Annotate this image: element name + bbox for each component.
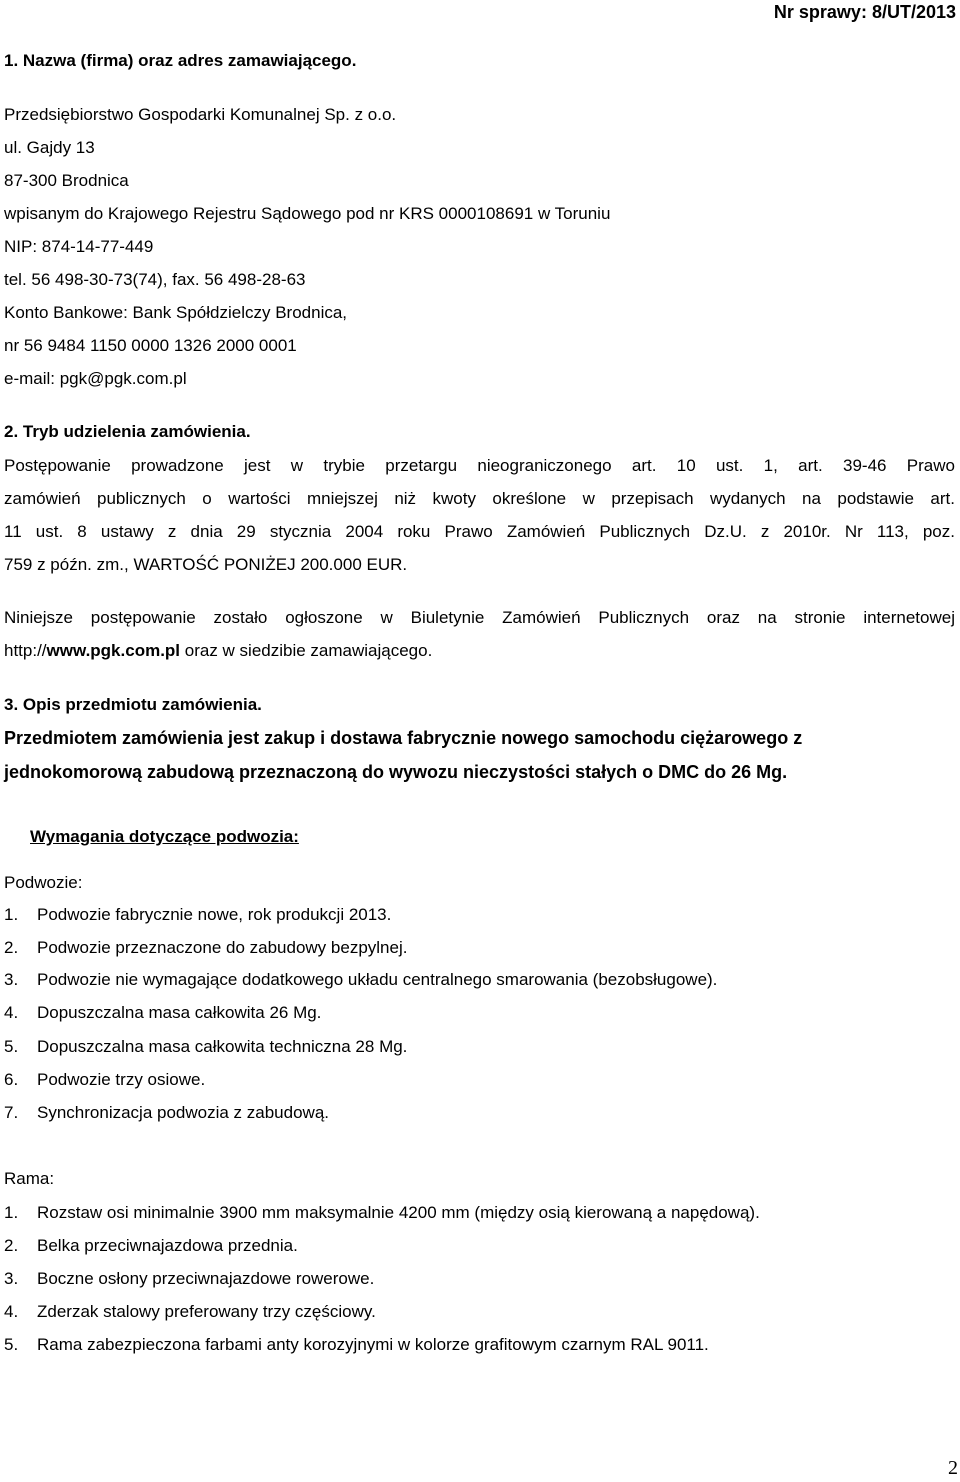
email-line: e-mail: pgk@pgk.com.pl [4, 369, 187, 388]
registry-info: wpisanym do Krajowego Rejestru Sądowego pod nr KRS 0000108691 w Toruniu [4, 204, 611, 223]
section-2-heading: 2. Tryb udzielenia zamówienia. [4, 422, 251, 441]
chassis-item: 5. Dopuszczalna masa całkowita techniczna 28 Mg. [4, 1037, 408, 1056]
chassis-item: 1. Podwozie fabrycznie nowe, rok produkcji 2013. [4, 905, 392, 924]
tax-id: NIP: 874-14-77-449 [4, 237, 154, 256]
street-address: ul. Gajdy 13 [4, 138, 95, 157]
frame-item: 5. Rama zabezpieczona farbami anty korozyjnymi w kolorze grafitowym czarnym RAL 9011. [4, 1335, 709, 1354]
chassis-item: 2. Podwozie przeznaczone do zabudowy bezpylnej. [4, 938, 408, 957]
bank-account-number: nr 56 9484 1150 0000 1326 2000 0001 [4, 336, 297, 355]
website-link[interactable]: www.pgk.com.pl [46, 641, 181, 660]
section-3-heading: 3. Opis przedmiotu zamówienia. [4, 695, 262, 714]
announcement-suffix: oraz w siedzibie zamawiającego. [180, 641, 433, 660]
procedure-paragraph-line: 11 ust. 8 ustawy z dnia 29 stycznia 2004 roku Prawo Zamówień Publicznych Dz.U. z 2010r. Nr 113, poz. [4, 522, 955, 541]
requirements-heading: Wymagania dotyczące podwozia: [30, 827, 299, 846]
chassis-item: 7. Synchronizacja podwozia z zabudową. [4, 1103, 330, 1122]
procedure-paragraph-line: zamówień publicznych o wartości mniejszej niż kwoty określone w przepisach wydanych na podstawie art. [4, 489, 955, 508]
page-number: 2 [948, 1457, 958, 1479]
frame-title: Rama: [4, 1169, 55, 1188]
postal-city: 87-300 Brodnica [4, 171, 129, 190]
chassis-item: 4. Dopuszczalna masa całkowita 26 Mg. [4, 1003, 322, 1022]
chassis-item: 3. Podwozie nie wymagające dodatkowego układu centralnego smarowania (bezobsługowe). [4, 970, 718, 989]
subject-line: Przedmiotem zamówienia jest zakup i dostawa fabrycznie nowego samochodu ciężarowego z [4, 728, 803, 748]
url-prefix: http:// [4, 641, 47, 660]
procedure-paragraph-line: Postępowanie prowadzone jest w trybie przetargu nieograniczonego art. 10 ust. 1, art. 39-46 Prawo [4, 456, 955, 475]
section-1-heading: 1. Nazwa (firma) oraz adres zamawiającego. [4, 51, 357, 70]
phone-fax: tel. 56 498-30-73(74), fax. 56 498-28-63 [4, 270, 306, 289]
chassis-item: 6. Podwozie trzy osiowe. [4, 1070, 206, 1089]
frame-item: 4. Zderzak stalowy preferowany trzy częściowy. [4, 1302, 376, 1321]
procedure-paragraph-line: 759 z późn. zm., WARTOŚĆ PONIŻEJ 200.000 EUR. [4, 555, 408, 574]
bank-account-label: Konto Bankowe: Bank Spółdzielczy Brodnica, [4, 303, 348, 322]
subject-line: jednokomorową zabudową przeznaczoną do wywozu nieczystości stałych o DMC do 26 Mg. [4, 762, 788, 782]
frame-item: 3. Boczne osłony przeciwnajazdowe rowerowe. [4, 1269, 375, 1288]
announcement-line-2 [4, 640, 432, 662]
company-name: Przedsiębiorstwo Gospodarki Komunalnej Sp. z o.o. [4, 105, 397, 124]
case-number: Nr sprawy: 8/UT/2013 [773, 2, 956, 22]
chassis-title: Podwozie: [4, 873, 83, 892]
announcement-line: Niniejsze postępowanie zostało ogłoszone w Biuletynie Zamówień Publicznych oraz na stronie internetowej [4, 608, 955, 627]
frame-item: 1. Rozstaw osi minimalnie 3900 mm maksymalnie 4200 mm (między osią kierowaną a napędową). [4, 1203, 760, 1222]
frame-item: 2. Belka przeciwnajazdowa przednia. [4, 1236, 298, 1255]
